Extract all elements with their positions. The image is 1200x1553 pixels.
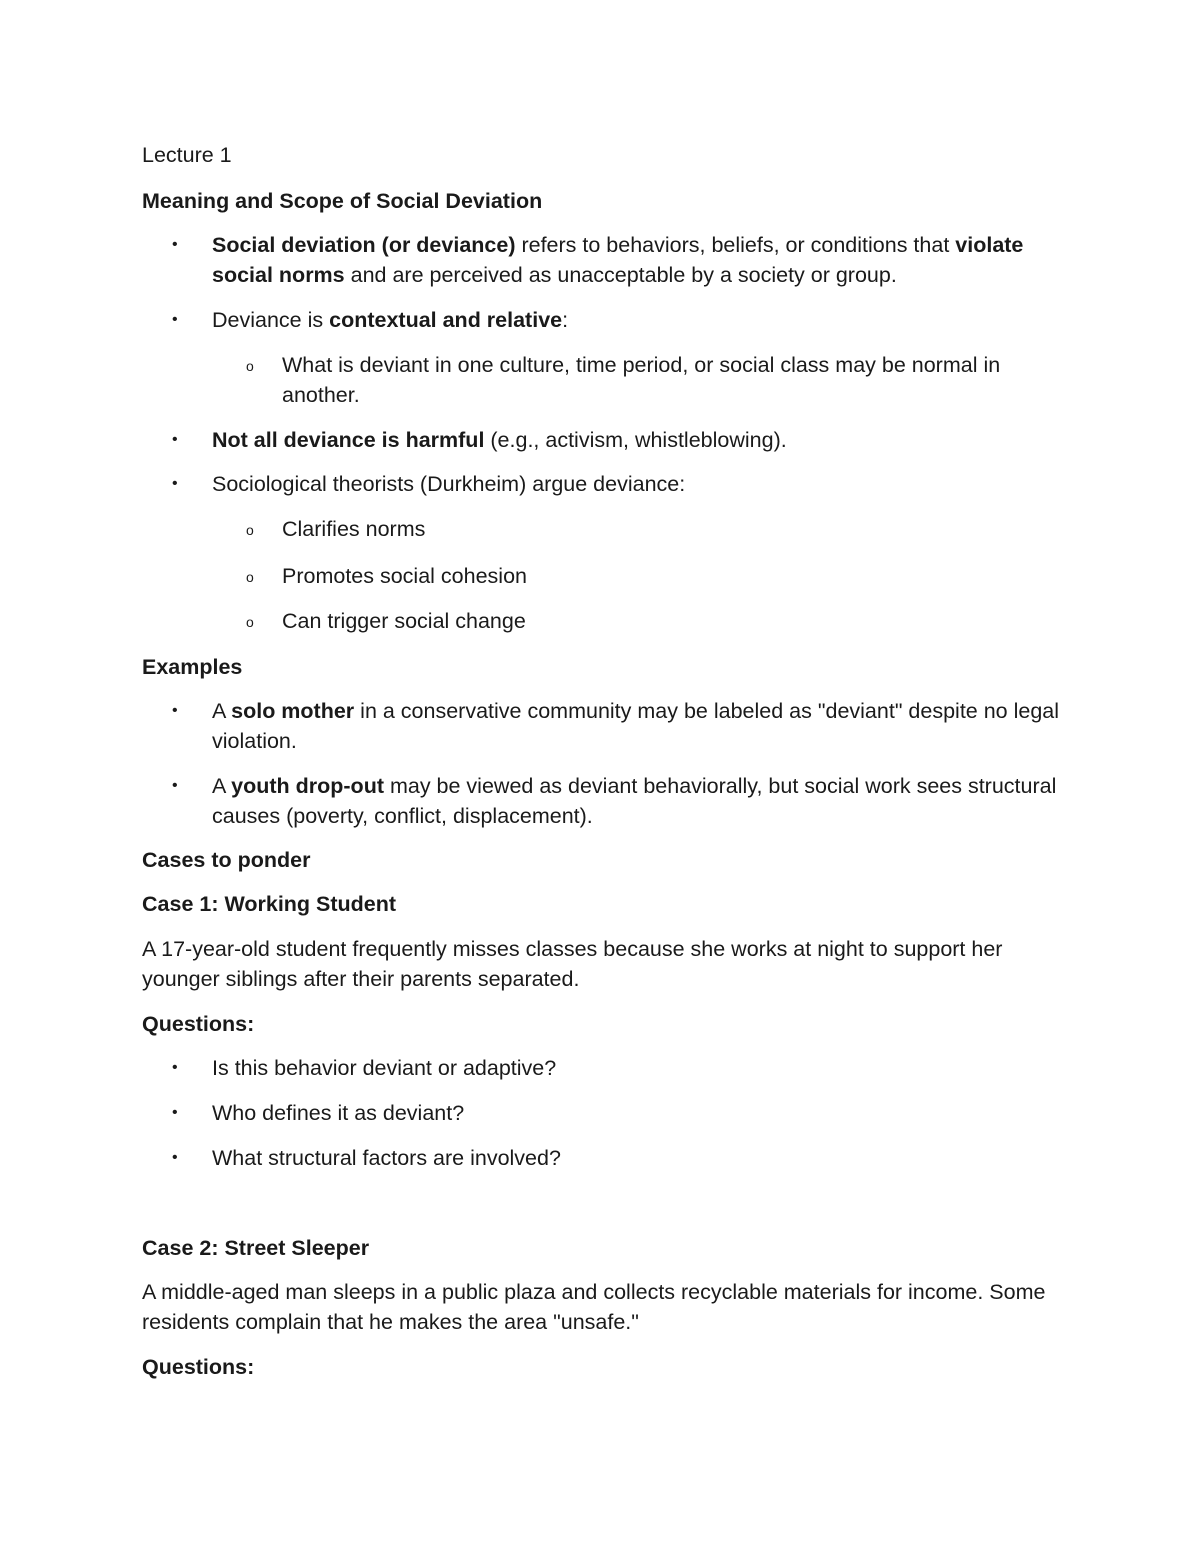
bullet-icon: •: [172, 475, 178, 492]
section-title: Meaning and Scope of Social Deviation: [142, 189, 543, 213]
question-item: What structural factors are involved?: [212, 1146, 561, 1170]
list-item-example-1: A solo mother in a conservative community may be labeled as "deviant" despite no legal violation.: [212, 699, 1060, 753]
sub-bullet-icon: o: [246, 569, 254, 585]
bullet-icon: •: [172, 1104, 178, 1121]
bullet-icon: •: [172, 236, 178, 253]
sub-bullet-icon: o: [246, 614, 254, 630]
sub-list-item: Can trigger social change: [282, 609, 526, 633]
sub-list-item: What is deviant in one culture, time period, or social class may be normal in another.: [282, 353, 1001, 407]
sub-list-item: Clarifies norms: [282, 517, 426, 541]
list-item-durkheim: Sociological theorists (Durkheim) argue deviance:: [212, 472, 686, 496]
case-2-title: Case 2: Street Sleeper: [142, 1236, 370, 1260]
lecture-label: Lecture 1: [142, 143, 232, 167]
sub-bullet-icon: o: [246, 358, 254, 374]
list-item-example-2: A youth drop-out may be viewed as deviant behaviorally, but social work sees structural causes (poverty, conflict, displacement).: [212, 774, 1057, 828]
bullet-icon: •: [172, 702, 178, 719]
bullet-icon: •: [172, 431, 178, 448]
examples-heading: Examples: [142, 655, 243, 679]
case-1-questions-label: Questions:: [142, 1012, 255, 1036]
sub-list-item: Promotes social cohesion: [282, 564, 527, 588]
bullet-icon: •: [172, 311, 178, 328]
list-item-harmful: Not all deviance is harmful (e.g., activism, whistleblowing).: [212, 428, 787, 452]
bullet-icon: •: [172, 777, 178, 794]
list-item-definition: Social deviation (or deviance) refers to behaviors, beliefs, or conditions that violate social norms and are perceived as unacceptable by a society or group.: [212, 233, 1024, 287]
case-2-text: A middle-aged man sleeps in a public plaza and collects recyclable materials for income. Some residents complain that he makes the area "unsafe.": [142, 1280, 1046, 1334]
list-item-contextual: Deviance is contextual and relative:: [212, 308, 569, 332]
question-item: Who defines it as deviant?: [212, 1101, 465, 1125]
case-2-questions-label: Questions:: [142, 1355, 255, 1379]
case-1-text: A 17-year-old student frequently misses classes because she works at night to support her younger siblings after their parents separated.: [142, 937, 1003, 991]
sub-bullet-icon: o: [246, 522, 254, 538]
case-1-title: Case 1: Working Student: [142, 892, 397, 916]
bullet-icon: •: [172, 1059, 178, 1076]
bullet-icon: •: [172, 1149, 178, 1166]
cases-heading: Cases to ponder: [142, 848, 311, 872]
question-item: Is this behavior deviant or adaptive?: [212, 1056, 557, 1080]
